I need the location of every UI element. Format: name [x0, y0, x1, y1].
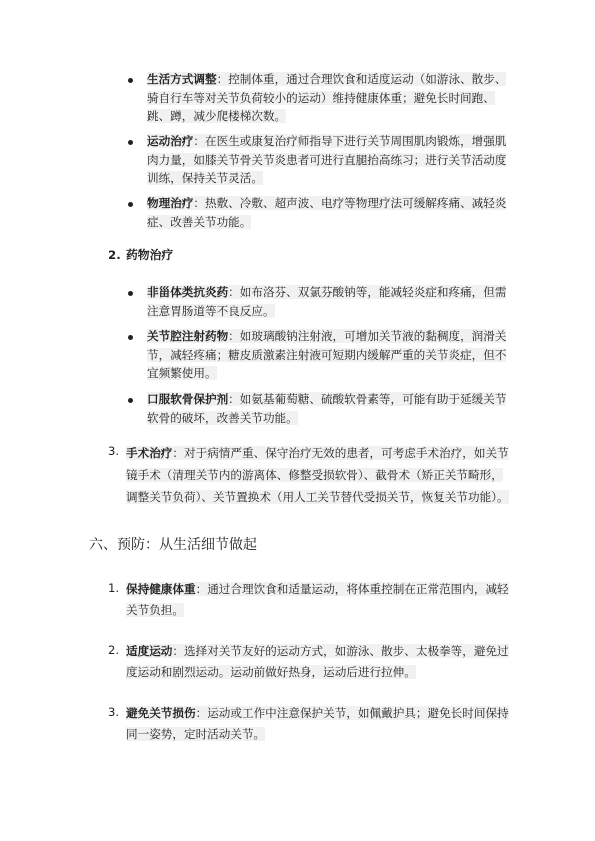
list-item-cartilage-protector: 口服软骨保护剂：如氨基葡萄糖、硫酸软骨素等，可能有助于延缓关节软骨的破坏，改善关节功能。: [147, 392, 507, 425]
bullet-marker: [128, 291, 133, 296]
subheading-drug-therapy: 药物治疗: [126, 248, 174, 262]
bullet-marker: [128, 398, 133, 403]
subheading-number: 2.: [108, 248, 121, 262]
bullet-marker: [128, 202, 133, 207]
list-number: 1.: [108, 581, 120, 595]
list-item-moderate-exercise: 适度运动：选择对关节友好的运动方式，如游泳、散步、太极拳等，避免过度运动和剧烈运动。运动前做好热身，运动后进行拉伸。: [126, 644, 509, 679]
list-item-exercise-therapy: 运动治疗：在医生或康复治疗师指导下进行关节周围肌肉锻炼，增强肌肉力量，如膝关节骨关节炎患者可进行直腿抬高练习；进行关节活动度训练，保持关节灵活。: [147, 134, 507, 185]
list-item-surgery: 手术治疗：对于病情严重、保守治疗无效的患者，可考虑手术治疗，如关节镜手术（清理关节内的游离体、修整受损软骨）、截骨术（矫正关节畸形，调整关节负荷）、关节置换术（用人工关节替代受损关节，恢复关节功能）。: [126, 446, 509, 504]
bullet-marker: [128, 78, 133, 83]
list-item-nsaid: 非甾体类抗炎药：如布洛芬、双氯芬酸钠等，能减轻炎症和疼痛，但需注意胃肠道等不良反应。: [147, 285, 507, 318]
list-item-avoid-injury: 避免关节损伤：运动或工作中注意保护关节，如佩戴护具；避免长时间保持同一姿势，定时活动关节。: [126, 706, 509, 741]
list-item-lifestyle: 生活方式调整：控制体重，通过合理饮食和适度运动（如游泳、散步、骑自行车等对关节负荷较小的运动）维持健康体重；避免长时间跑、跳、蹲，减少爬楼梯次数。: [147, 72, 507, 123]
list-number: 3.: [108, 705, 120, 719]
list-item-physical-therapy: 物理治疗：热敷、冷敷、超声波、电疗等物理疗法可缓解疼痛、减轻炎症、改善关节功能。: [147, 196, 507, 229]
list-item-joint-injection: 关节腔注射药物：如玻璃酸钠注射液，可增加关节液的黏稠度，润滑关节，减轻疼痛；糖皮质激素注射液可短期内缓解严重的关节炎症，但不宜频繁使用。: [147, 329, 507, 380]
section-title-prevention: 六、预防：从生活细节做起: [89, 537, 257, 553]
bullet-marker: [128, 335, 133, 340]
bullet-marker: [128, 140, 133, 145]
list-item-healthy-weight: 保持健康体重：通过合理饮食和适量运动，将体重控制在正常范围内，减轻关节负担。: [126, 582, 509, 617]
list-number: 2.: [108, 643, 120, 657]
list-number: 3.: [108, 444, 120, 458]
